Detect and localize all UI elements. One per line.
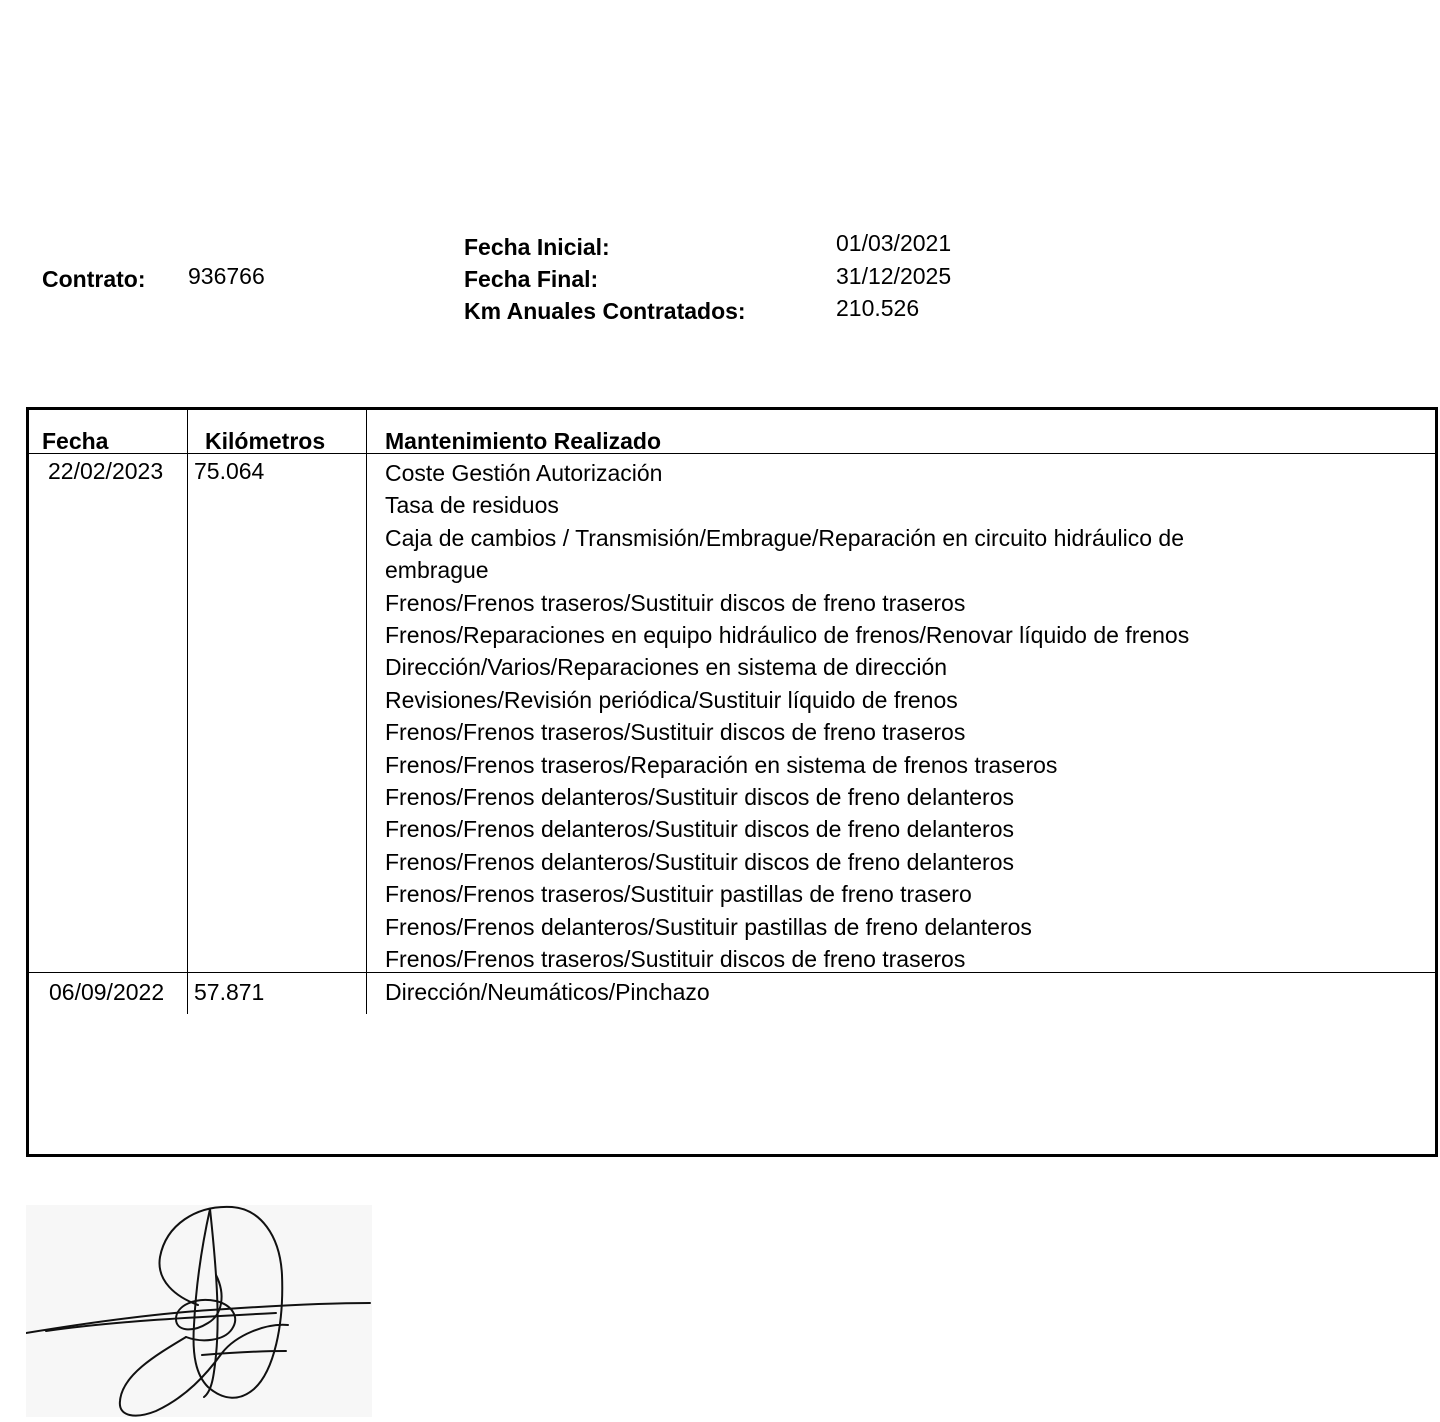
maintenance-item: Frenos/Frenos traseros/Sustituir discos de freno traseros xyxy=(385,946,966,973)
maintenance-item: Frenos/Frenos delanteros/Sustituir pastillas de freno delanteros xyxy=(385,913,1032,940)
column-divider xyxy=(187,410,188,1014)
maintenance-item: Frenos/Frenos traseros/Sustituir discos de freno traseros xyxy=(385,589,966,616)
maintenance-table xyxy=(26,407,1438,1157)
column-header-mantenimiento: Mantenimiento Realizado xyxy=(385,428,662,454)
maintenance-item: Revisiones/Revisión periódica/Sustituir líquido de frenos xyxy=(385,686,958,713)
fecha-inicial-label: Fecha Inicial: xyxy=(464,234,610,260)
km-anuales-label: Km Anuales Contratados: xyxy=(464,298,746,324)
maintenance-item: Coste Gestión Autorización xyxy=(385,460,663,486)
fecha-final-value: 31/12/2025 xyxy=(836,263,952,289)
maintenance-item: Tasa de residuos xyxy=(385,492,559,519)
row-2-maintenance-list xyxy=(385,976,710,1008)
maintenance-item: Frenos/Frenos traseros/Sustituir discos de freno traseros xyxy=(385,719,966,746)
maintenance-item: Frenos/Frenos traseros/Sustituir pastillas de freno trasero xyxy=(385,881,972,908)
contrato-label: Contrato: xyxy=(42,266,146,292)
km-anuales-value: 210.526 xyxy=(836,295,920,321)
column-divider xyxy=(366,410,367,1014)
column-header-fecha: Fecha xyxy=(42,428,109,454)
maintenance-item: Dirección/Neumáticos/Pinchazo xyxy=(385,979,710,1005)
fecha-final-label: Fecha Final: xyxy=(464,266,599,292)
row-2-fecha: 06/09/2022 xyxy=(49,979,165,1005)
maintenance-item: Frenos/Frenos delanteros/Sustituir discos de freno delanteros xyxy=(385,848,1014,875)
maintenance-item: Frenos/Frenos delanteros/Sustituir discos de freno delanteros xyxy=(385,816,1014,843)
row-1-maintenance-list xyxy=(385,457,1245,976)
contrato-value: 936766 xyxy=(188,263,265,289)
column-header-kilometros: Kilómetros xyxy=(205,428,326,454)
maintenance-item: Frenos/Reparaciones en equipo hidráulico de frenos/Renovar líquido de frenos xyxy=(385,622,1190,649)
signature-image xyxy=(26,1205,372,1417)
maintenance-item: Caja de cambios / Transmisión/Embrague/Reparación en circuito hidráulico de embrague xyxy=(385,524,1185,584)
fecha-inicial-value: 01/03/2021 xyxy=(836,230,952,256)
maintenance-item: Frenos/Frenos traseros/Reparación en sistema de frenos traseros xyxy=(385,751,1058,778)
signature-icon xyxy=(26,1205,372,1417)
row-1-fecha: 22/02/2023 xyxy=(48,458,164,484)
maintenance-item: Frenos/Frenos delanteros/Sustituir discos de freno delanteros xyxy=(385,784,1014,811)
row-2-km: 57.871 xyxy=(194,979,265,1005)
maintenance-item: Dirección/Varios/Reparaciones en sistema de dirección xyxy=(385,654,948,681)
row-1-km: 75.064 xyxy=(194,458,265,484)
